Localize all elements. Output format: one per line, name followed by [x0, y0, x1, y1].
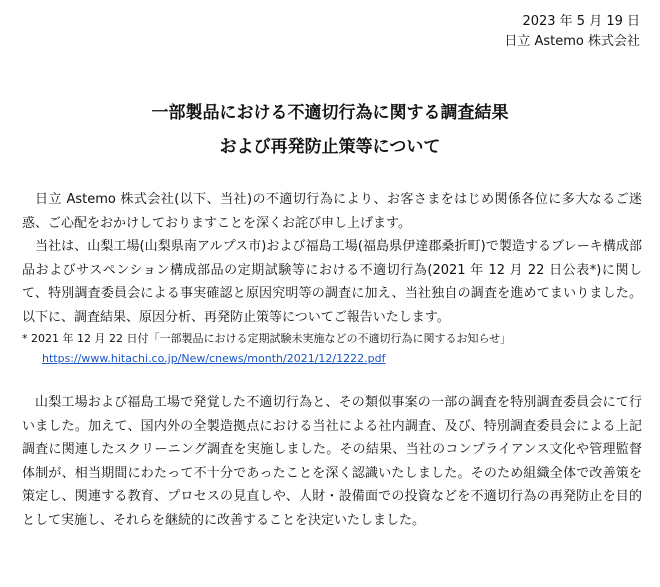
- apology-paragraph: 日立 Astemo 株式会社(以下、当社)の不適切行為により、お客さまをはじめ関係各位に多大なるご迷惑、ご心配をおかけしておりますことを深くお詫び申し上げます。: [22, 192, 642, 231]
- title-line-1: 一部製品における不適切行為に関する調査結果: [151, 103, 509, 123]
- paragraph-spacer: [22, 369, 642, 391]
- title-line-2: および再発防止策等について: [219, 137, 441, 157]
- findings-paragraph: 山梨工場および福島工場で発覚した不適切行為と、その類似事案の一部の調査を特別調査委員会にて行いました。加えて、国内外の全製造拠点における当社による社内調査、及び、特別調査委員会による上記調査に関連したスクリーニング調査を実施しました。その結果、当社のコンプライアンス文化や管理監督体制が、相当期間にわたって不十分であったことを深く認識いたしました。そのため組織全体で改善策を策定し、関連する教育、プロセスの見直しや、人財・設備面での投資などを不適切行為の再発防止を目的として実施し、それらを継続的に改善することを決定いたしました。: [22, 395, 642, 528]
- footnote: * 2021 年 12 月 22 日付「一部製品における定期試験未実施などの不適切行為に関するお知らせ」: [22, 332, 512, 345]
- footnote-link[interactable]: https://www.hitachi.co.jp/New/cnews/month/2021/12/1222.pdf: [42, 352, 386, 365]
- issue-date: 2023 年 5 月 19 日: [522, 14, 640, 29]
- document-header: [504, 12, 640, 52]
- company-name: 日立 Astemo 株式会社: [504, 34, 640, 49]
- document-title: [0, 96, 660, 164]
- document-body: [22, 188, 642, 532]
- investigation-paragraph: 当社は、山梨工場(山梨県南アルプス市)および福島工場(福島県伊達郡桑折町)で製造するブレーキ構成部品およびサスペンション構成部品の定期試験等における不適切行為(2021 年 12 月 22 日公表*)に関して、特別調査委員会による事実確認と原因究明等の調査に加え、当社独自の調査を進めてまいりました。以下に、調査結果、原因分析、再発防止策等についてご報告いたします。: [22, 239, 642, 325]
